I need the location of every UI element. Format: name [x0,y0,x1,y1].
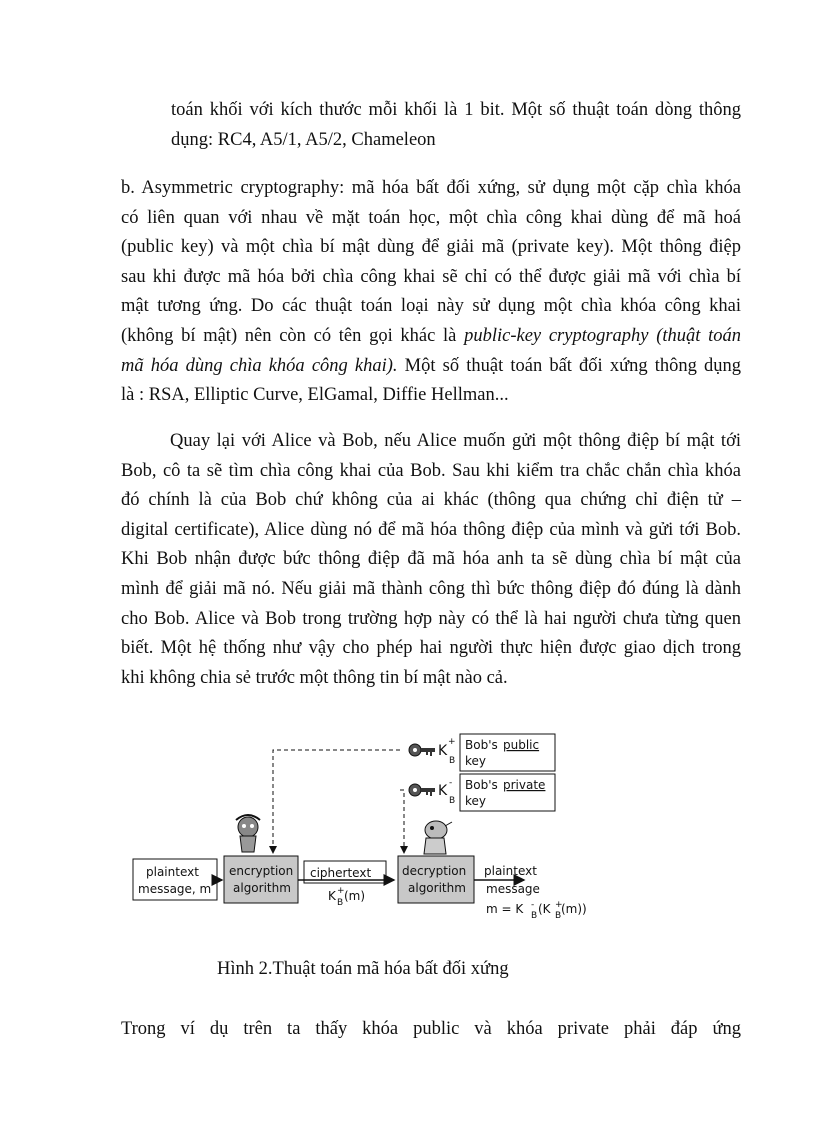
alice-figure-icon [236,815,260,852]
private-key-label-key: key [465,794,487,808]
text-line: dụng: RC4, A5/1, A5/2, Chameleon [171,129,436,150]
text-line: Bob, cô ta sẽ tìm chìa công khai của Bob. Sau khi kiểm tra chắc chắn chìa khóa [121,460,741,481]
text-line: có liên quan với nhau về mặt toán học, một chìa công khai dùng để mã hoá [121,207,741,228]
text-line [121,322,741,352]
text-line: toán khối với kích thước mỗi khối là 1 bit. Một số thuật toán dòng thông [171,100,741,120]
text-line: digital certificate), Alice dùng nó để mã hóa thông điệp của mình và gửi tới Bob. [121,519,741,540]
cipher-formula-m: (m) [344,889,366,903]
public-key-dashed-arrow [273,750,400,853]
key-superscript: + [448,737,456,747]
bob-figure-icon [424,821,452,854]
diagram-svg [128,730,588,930]
italic-term: public-key cryptography (thuật toán [464,325,741,346]
figure-caption: Hình 2.Thuật toán mã hóa bất đối xứng [217,959,509,979]
public-key-label-public: public [503,738,540,752]
italic-term: mã hóa dùng chìa khóa công khai). [121,355,398,376]
paragraph-stream-cipher-end [171,96,741,155]
private-key-label-private: private [503,778,546,792]
text-line: biết. Một hệ thống như vậy cho phép hai người thực hiện được giao dịch trong [121,638,741,659]
public-key-icon [409,744,435,756]
output-formula-end: (m)) [561,902,587,916]
key-subscript: B [449,756,456,766]
text-line: là : RSA, Elliptic Curve, ElGamal, Diffie Hellman... [121,385,509,406]
private-key-label-bobs: Bob's [465,778,498,792]
output-label-1: plaintext [484,864,537,878]
cipher-formula-sub: B [337,898,344,908]
public-key-label-key: key [465,754,487,768]
paragraph-asymmetric [121,174,741,411]
text-line: khi không chia sẻ trước một thông tin bí mật nào cả. [121,667,508,688]
text-line: cho Bob. Alice và Bob trong trường hợp này có thể là hai người chưa từng quen [121,608,741,629]
cipher-formula-k: K [328,889,336,903]
plaintext-input-label-2: message, m [138,882,212,896]
key-superscript: - [449,778,453,788]
private-key-icon [409,784,435,796]
text-run: (không bí mật) nên còn có tên gọi khác là [121,325,465,346]
text-run: Một số thuật toán bất đối xứng thông dụng [397,355,741,376]
text-line: (public key) và một chìa bí mật dùng để giải mã (private key). Một thông điệp [121,237,741,258]
output-formula-sup2: + [555,900,563,910]
plaintext-input-label-1: plaintext [146,865,199,879]
key-subscript: B [449,796,456,806]
key-symbol: K [438,743,448,759]
text-line: mình để giải mã nó. Nếu giải mã thành công thì bức thông điệp đó đúng là dành [121,578,741,599]
text-line: sau khi được mã hóa bởi chìa công khai sẽ chỉ có thể được giải mã với chìa bí [121,266,741,287]
output-formula-inner: (K [538,902,551,916]
private-key-dashed-arrow [400,790,404,853]
decryption-label-2: algorithm [408,881,466,895]
text-line: đó chính là của Bob chứ không của ai khác (thông qua chứng chỉ điện tử – [121,490,741,511]
text-line: b. Asymmetric cryptography: mã hóa bất đối xứng, sử dụng một cặp chìa khóa [121,178,741,198]
paragraph-alice-bob [121,427,741,693]
output-formula-sup1: - [531,900,535,910]
output-formula-prefix: m = K [486,902,524,916]
paragraph-conclusion [121,1015,741,1045]
text-line: Quay lại với Alice và Bob, nếu Alice muốn gửi một thông điệp bí mật tới [170,431,741,451]
encryption-label-1: encryption [229,864,294,878]
output-label-2: message [486,882,540,896]
asymmetric-encryption-diagram [128,730,588,930]
text-line [121,352,741,382]
output-formula-sub2: B [555,911,562,921]
text-line: Trong ví dụ trên ta thấy khóa public và khóa private phải đáp ứng [121,1019,741,1039]
text-line: mật tương ứng. Do các thuật toán loại này sử dụng một chìa khóa công khai [121,296,741,317]
public-key-label-bobs: Bob's [465,738,498,752]
ciphertext-label: ciphertext [310,866,372,880]
cipher-formula-sup: + [337,886,345,896]
decryption-label-1: decryption [402,864,467,878]
key-symbol: K [438,783,448,799]
output-formula-sub1: B [531,911,538,921]
encryption-label-2: algorithm [233,881,291,895]
text-line: Khi Bob nhận được bức thông điệp đã mã hóa anh ta sẽ dùng chìa bí mật của [121,549,741,570]
